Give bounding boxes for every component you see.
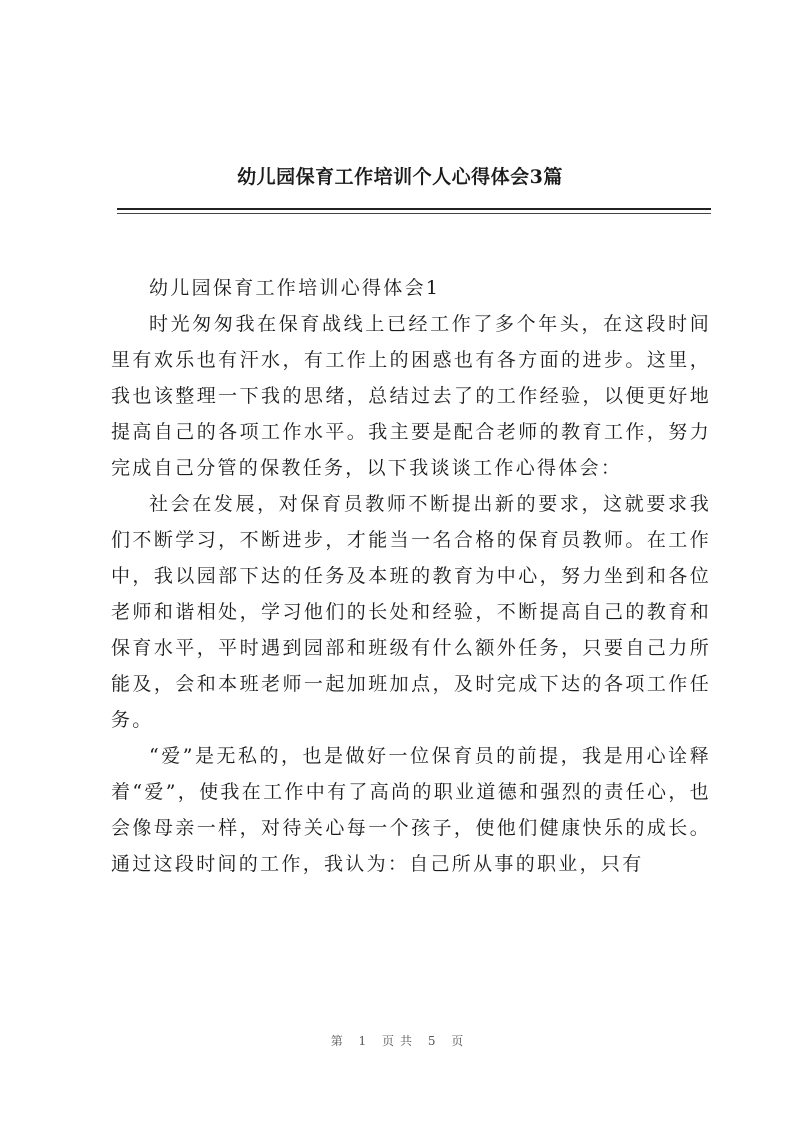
title-divider-thick [117, 208, 711, 210]
section-heading: 幼儿园保育工作培训心得体会1 [149, 277, 441, 299]
title-divider-thin [117, 213, 711, 214]
paragraph-2: 社会在发展，对保育员教师不断提出新的要求，这就要求我们不断学习，不断进步，才能当一名合格的保育员教师。在工作中，我以园部下达的任务及本班的教育为中心，努力坐到和各位老师和谐相处，学习他们的长处和经验，不断提高自己的教育和保育水平，平时遇到园部和班级有什么额外任务，只要自己力所能及，会和本班老师一起加班加点，及时完成下达的各项工作任务。 [111, 493, 711, 731]
page-title: 幼儿园保育工作培训个人心得体会3篇 [237, 166, 563, 188]
page-number-footer: 第 1 页共 5 页 [330, 1034, 470, 1048]
document-body [111, 270, 711, 882]
paragraph-1: 时光匆匆我在保育战线上已经工作了多个年头，在这段时间里有欢乐也有汗水，有工作上的困惑也有各方面的进步。这里，我也该整理一下我的思绪，总结过去了的工作经验，以便更好地提高自己的各项工作水平。我主要是配合老师的教育工作，努力完成自己分管的保教任务，以下我谈谈工作心得体会： [111, 313, 711, 479]
paragraph-3: “爱”是无私的，也是做好一位保育员的前提，我是用心诠释着“爱”，使我在工作中有了高尚的职业道德和强烈的责任心，也会像母亲一样，对待关心每一个孩子，使他们健康快乐的成长。通过这段时间的工作，我认为：自己所从事的职业，只有 [111, 745, 711, 875]
